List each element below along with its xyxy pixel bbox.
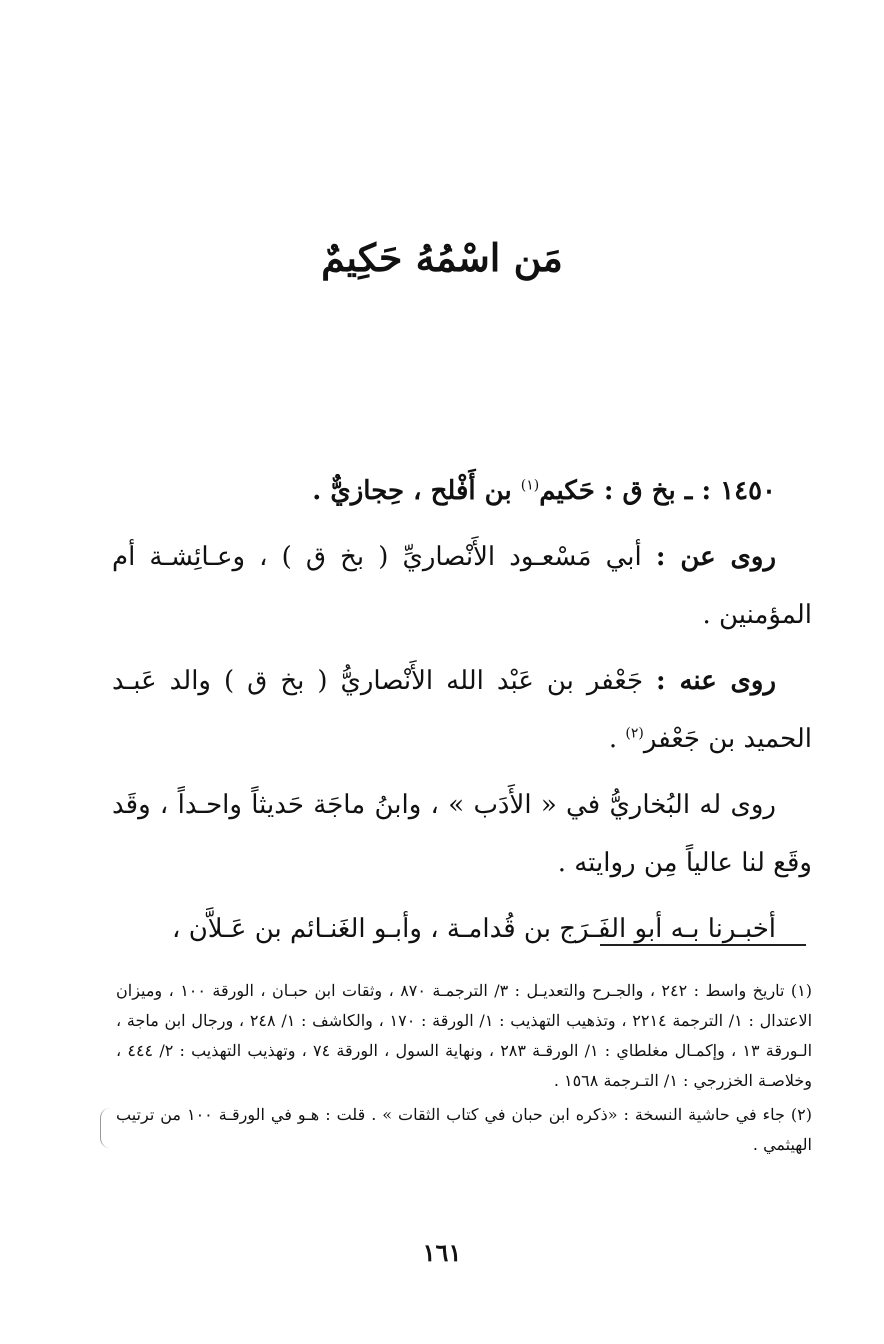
footnote-2: (٢) جاء في حاشية النسخة : «ذكره ابن حبان في كتاب الثقات » . قلت : هـو في الورقـة ١٠٠ من ترتيب الهيثمي . <box>116 1105 812 1154</box>
section-heading: مَن اسْمُهُ حَكِيمٌ <box>321 235 563 280</box>
narrated-by-end: . <box>608 724 626 754</box>
footnote-ref-2[interactable]: (٢) <box>625 725 644 742</box>
narrated-from-paragraph <box>112 528 812 644</box>
margin-mark <box>100 1108 111 1148</box>
transmission-paragraph: روى له البُخاريُّ في « الأَدَب » ، وابنُ ماجَة حَديثاً واحـداً ، وقَد وقَع لنا عالياً مِن روايته . <box>112 790 812 878</box>
entry-title <box>112 462 812 520</box>
entry-number-name: ١٤٥٠ : ـ بخ ق : حَكيم <box>539 476 776 506</box>
footnotes <box>116 976 812 1164</box>
page-number: ١٦١ <box>422 1238 462 1267</box>
footnote-ref-1[interactable]: (١) <box>520 477 540 494</box>
informed-paragraph: أخبـرنا بـه أبو الفَـرَج بن قُدامـة ، وأبـو الغَنـائم بن عَـلاَّن ، <box>172 914 776 944</box>
narrated-by-text: جَعْفر بن عَبْد الله الأَنْصاريُّ ( بخ ق ) والد عَبـد الحميد بن جَعْفر <box>112 666 812 754</box>
footnote-divider <box>600 944 806 946</box>
narrated-from-label: روى عن : <box>655 542 776 572</box>
entry-name-rest: بن أَفْلح ، حِجازيٌّ . <box>312 476 521 506</box>
narrated-from-text: أبي مَسْعـود الأَنْصاريِّ ( بخ ق ) ، وعـائِشـة أم المؤمنين . <box>112 542 812 630</box>
entry-body <box>112 462 812 966</box>
narrated-by-paragraph <box>112 652 812 768</box>
footnote-1: (١) تاريخ واسط : ٢٤٢ ، والجـرح والتعديـل : ٣/ الترجمـة ٨٧٠ ، وثقات ابن حبـان ، الورقة ١٠٠ ، وميزان الاعتدال : ١/ الترجمة ٢٢١٤ ، وتذهيب التهذيب : ١/ الورقة : ١٧٠ ، والكاشف : ١/ ٢٤٨ ، ورجال ابن ماجة ، الـورقة ١٣ ، وإكمـال مغلطاي : ١/ الورقـة ٢٨٣ ، ونهاية السول ، الورقة ٧٤ ، وتهذيب التهذيب : ٢/ ٤٤٤ ، وخلاصـة الخزرجي : ١/ التـرجمة ١٥٦٨ . <box>116 981 813 1090</box>
narrated-by-label: روى عنه : <box>656 666 776 696</box>
